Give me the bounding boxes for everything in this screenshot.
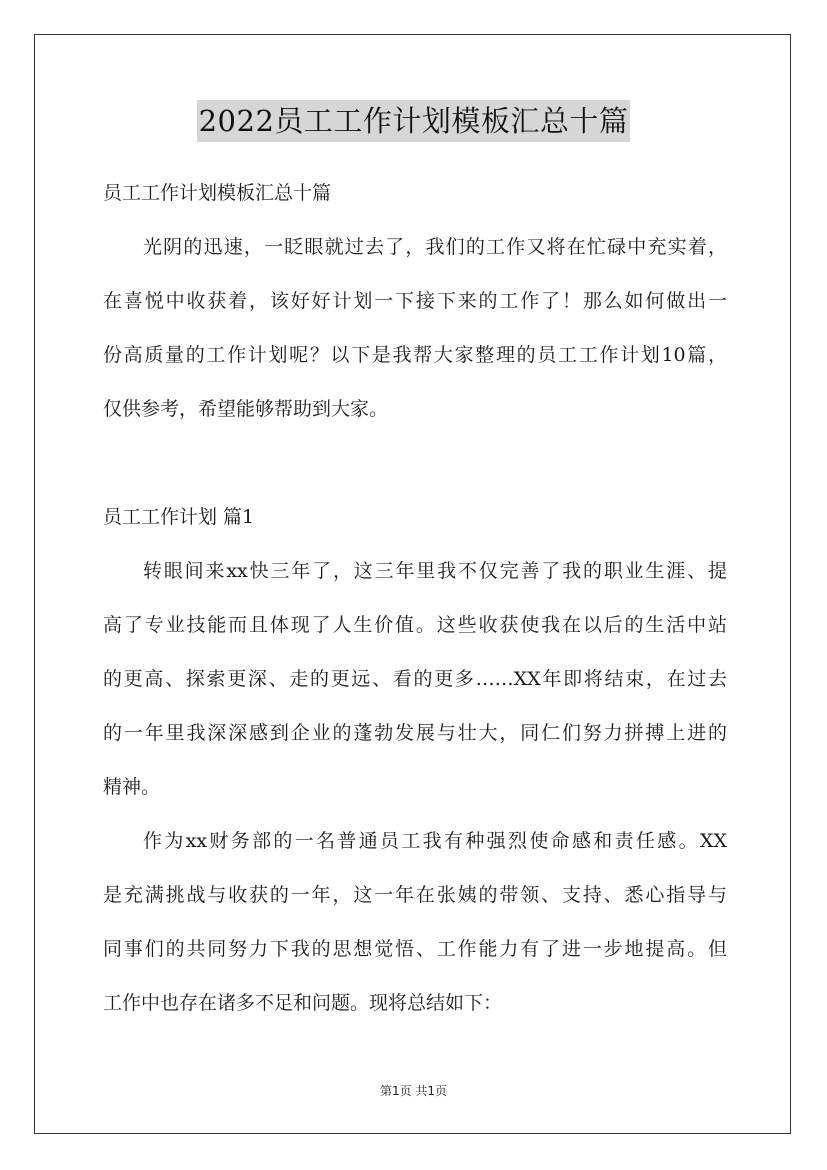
document-title: 2022员工工作计划模板汇总十篇 xyxy=(197,100,631,142)
paragraph-line: 作为xx财务部的一名普通员工我有种强烈使命感和责任感。XX xyxy=(143,830,727,852)
paragraph-line: 在喜悦中收获着，该好好计划一下接下来的工作了！那么如何做出一 xyxy=(103,290,727,312)
paragraph-line: 同事们的共同努力下我的思想觉悟、工作能力有了进一步地提高。但 xyxy=(103,938,727,960)
paragraph-line: 转眼间来xx快三年了，这三年里我不仅完善了我的职业生涯、提 xyxy=(143,560,727,582)
page-footer: 第1页 共1页 xyxy=(379,1084,448,1098)
paragraph-line: 的一年里我深深感到企业的蓬勃发展与壮大，同仁们努力拼搏上进的 xyxy=(103,722,727,744)
paragraph-line: 精神。 xyxy=(103,776,161,798)
blank-line xyxy=(103,436,727,490)
paragraph-line: 仅供参考，希望能够帮助到大家。 xyxy=(103,398,389,420)
paragraph-line: 是充满挑战与收获的一年，这一年在张姨的带领、支持、悉心指导与 xyxy=(103,884,727,906)
title-container xyxy=(0,100,827,142)
paragraph-line: 光阴的迅速，一眨眼就过去了，我们的工作又将在忙碌中充实着， xyxy=(143,236,727,258)
paragraph-line: 的更高、探索更深、走的更远、看的更多……XX年即将结束，在过去 xyxy=(103,668,727,690)
paragraph-line: 份高质量的工作计划呢？以下是我帮大家整理的员工工作计划10篇， xyxy=(103,344,727,366)
section-heading: 员工工作计划 篇1 xyxy=(103,506,255,528)
subtitle-line: 员工工作计划模板汇总十篇 xyxy=(103,182,332,204)
paragraph-line: 高了专业技能而且体现了人生价值。这些收获使我在以后的生活中站 xyxy=(103,614,727,636)
document-body xyxy=(103,166,727,1030)
paragraph-line: 工作中也存在诸多不足和问题。现将总结如下： xyxy=(103,992,503,1014)
